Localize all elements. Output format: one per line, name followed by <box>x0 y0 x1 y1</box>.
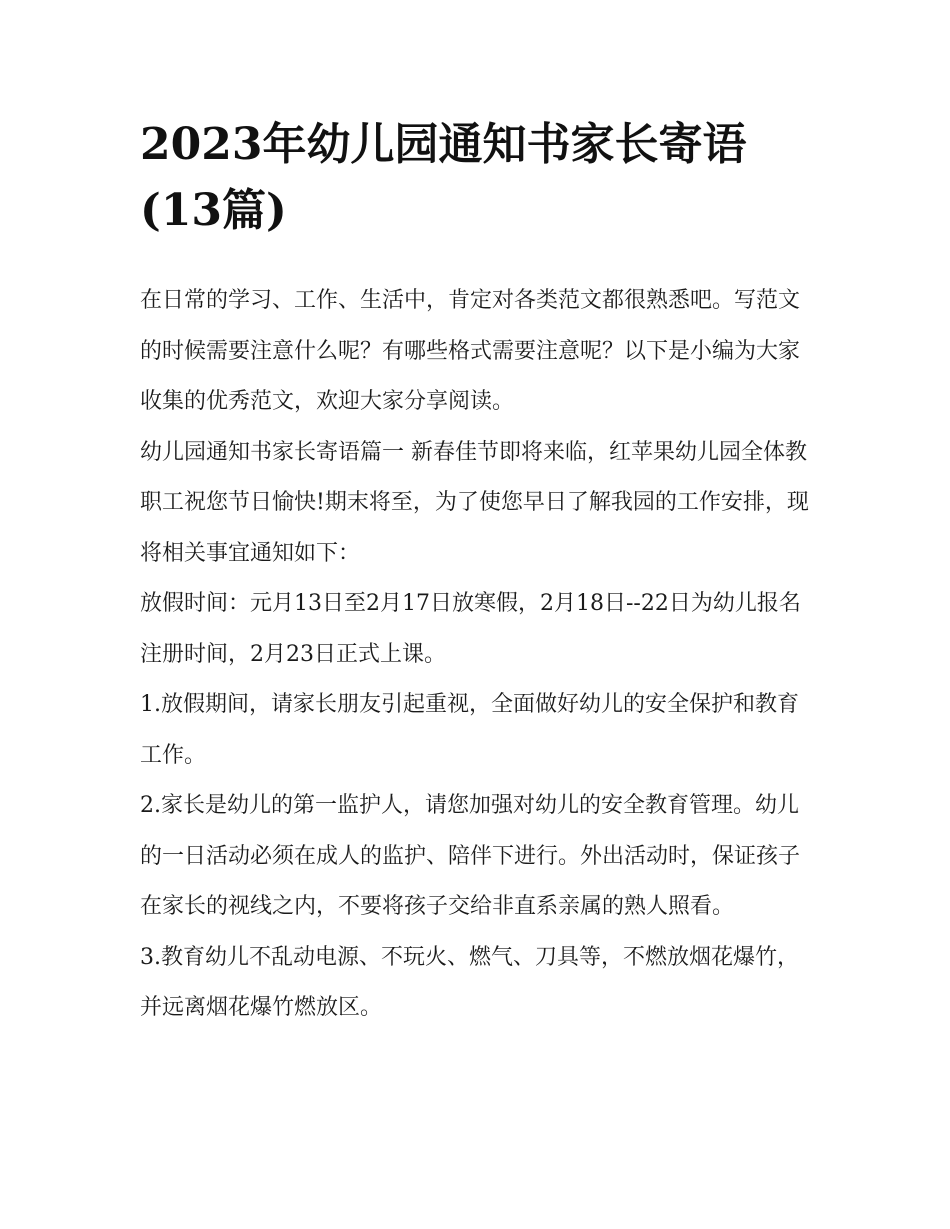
paragraph-intro: 在日常的学习、工作、生活中，肯定对各类范文都很熟悉吧。写范文的时候需要注意什么呢？有哪些格式需要注意呢？以下是小编为大家收集的优秀范文，欢迎大家分享阅读。 <box>140 288 801 414</box>
document-title: 2023年幼儿园通知书家长寄语(13篇) <box>140 119 747 236</box>
paragraph-holiday-time: 放假时间：元月13日至2月17日放寒假，2月18日--22日为幼儿报名注册时间，2月23日正式上课。 <box>140 591 801 667</box>
paragraph-item-3: 3.教育幼儿不乱动电源、不玩火、燃气、刀具等，不燃放烟花爆竹，并远离烟花爆竹燃放区。 <box>140 944 799 1020</box>
paragraph-item-1: 1.放假期间，请家长朋友引起重视，全面做好幼儿的安全保护和教育工作。 <box>140 692 799 768</box>
document-body <box>140 276 816 1034</box>
paragraph-notice-opening: 幼儿园通知书家长寄语篇一 新春佳节即将来临，红苹果幼儿园全体教职工祝您节日愉快!期末将至，为了使您早日了解我园的工作安排，现将相关事宜通知如下： <box>140 439 809 566</box>
paragraph-item-2: 2.家长是幼儿的第一监护人，请您加强对幼儿的安全教育管理。幼儿的一日活动必须在成人的监护、陪伴下进行。外出活动时，保证孩子在家长的视线之内，不要将孩子交给非直系亲属的熟人照看。 <box>140 793 801 919</box>
